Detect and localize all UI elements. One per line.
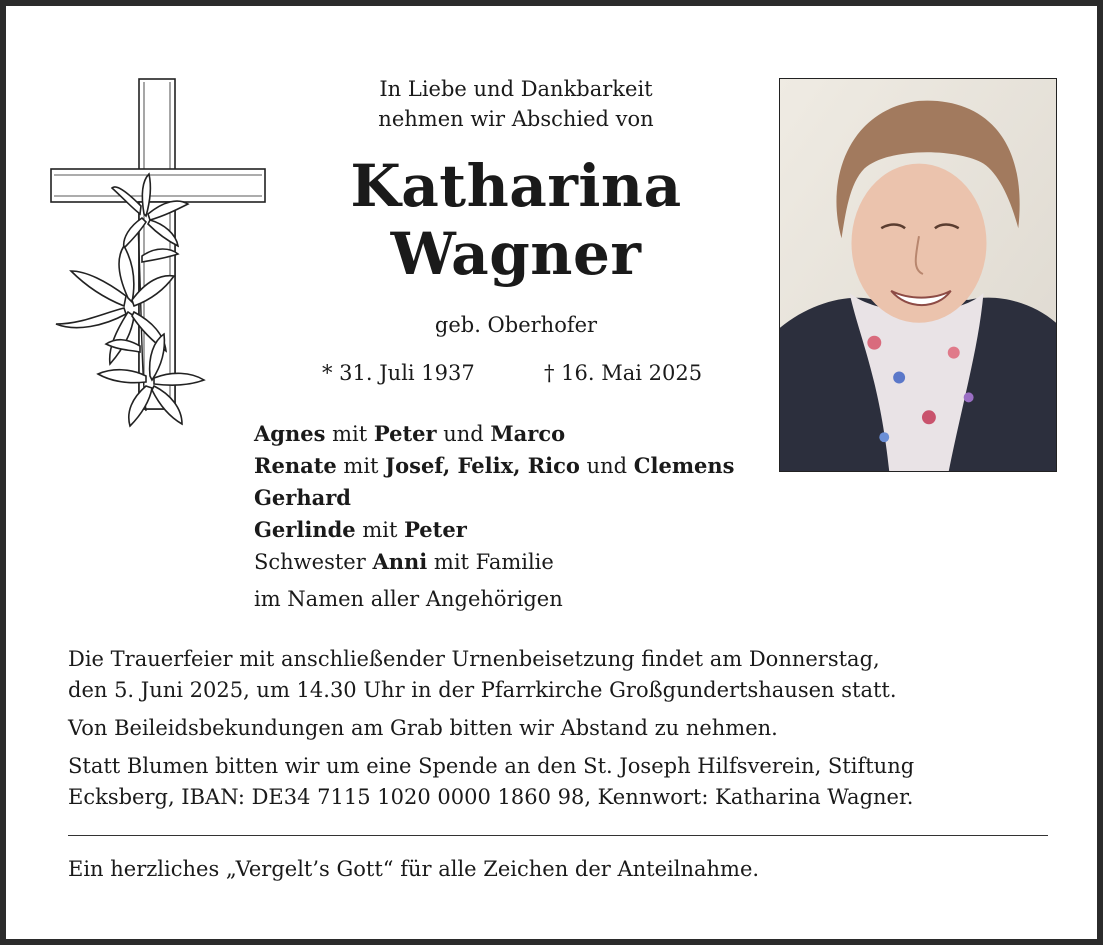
- cross-with-lilies-icon: [46, 76, 271, 436]
- family-line: [254, 546, 774, 578]
- family-line: [254, 514, 774, 546]
- birth-date: * 31. Juli 1937: [322, 361, 475, 385]
- family-member: Marco: [490, 421, 566, 446]
- death-date: † 16. Mai 2025: [544, 361, 703, 385]
- ceremony-line-1: Die Trauerfeier mit anschließender Urnenbeisetzung findet am Donnerstag,: [68, 647, 880, 671]
- family-list: [254, 418, 774, 615]
- family-member: Agnes: [254, 421, 326, 446]
- ceremony-line-2: den 5. Juni 2025, um 14.30 Uhr in der Pfarrkirche Großgundertshausen statt.: [68, 678, 897, 702]
- closing-thanks: Ein herzliches „Vergelt’s Gott“ für alle Zeichen der Anteilnahme.: [68, 857, 760, 881]
- family-line: [254, 482, 774, 514]
- family-line: [254, 450, 774, 482]
- family-member: Gerlinde: [254, 517, 356, 542]
- family-member: Clemens: [633, 453, 735, 478]
- portrait-photo: [779, 78, 1057, 472]
- family-connector: mit: [336, 454, 386, 478]
- ceremony-paragraph: [68, 644, 1048, 706]
- family-connector: mit Familie: [427, 550, 554, 574]
- family-connector: und: [579, 454, 634, 478]
- donation-line-1: Statt Blumen bitten wir um eine Spende an den St. Joseph Hilfsverein, Stiftung: [68, 754, 915, 778]
- deceased-last-name: Wagner: [390, 220, 642, 288]
- donation-line-2: Ecksberg, IBAN: DE34 7115 1020 0000 1860 98, Kennwort: Katharina Wagner.: [68, 785, 914, 809]
- family-member: Peter: [404, 517, 467, 542]
- family-connector: Schwester: [254, 550, 373, 574]
- deceased-name: [296, 152, 736, 288]
- family-member: Peter: [373, 421, 437, 446]
- portrait-image: [780, 79, 1056, 471]
- funeral-details: [68, 644, 1048, 820]
- intro-text: [296, 74, 736, 134]
- family-member: Gerhard: [254, 485, 351, 510]
- divider: [68, 835, 1048, 836]
- intro-line-1: In Liebe und Dankbarkeit: [379, 77, 653, 101]
- family-note: im Namen aller Angehörigen: [254, 587, 563, 611]
- family-member: Anni: [372, 549, 428, 574]
- family-connector: und: [436, 422, 491, 446]
- family-member: Josef, Felix, Rico: [385, 453, 580, 478]
- deceased-first-name: Katharina: [350, 152, 682, 220]
- condolence-paragraph: Von Beileidsbekundungen am Grab bitten wir Abstand zu nehmen.: [68, 716, 778, 740]
- family-connector: mit: [355, 518, 405, 542]
- intro-line-2: nehmen wir Abschied von: [378, 107, 654, 131]
- donation-paragraph: [68, 751, 1048, 813]
- family-line: [254, 418, 774, 450]
- family-connector: mit: [325, 422, 374, 446]
- maiden-name: geb. Oberhofer: [434, 313, 598, 337]
- family-member: Renate: [254, 453, 337, 478]
